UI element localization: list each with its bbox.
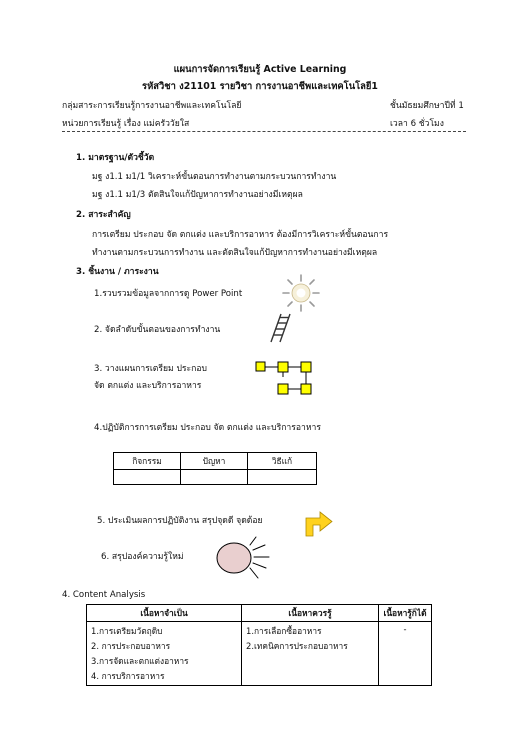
activity-table (113, 452, 317, 485)
section-key-concept-heading: 2. สาระสำคัญ (76, 210, 131, 220)
table-row (114, 453, 317, 470)
table-row (114, 470, 317, 485)
list-item: 2. การประกอบอาหาร (91, 641, 171, 651)
flowchart-icon (255, 361, 317, 397)
list-item: 2.เทคนิคการประกอบอาหาร (246, 641, 348, 651)
table-cell (180, 470, 247, 485)
section-standards-heading: 1. มาตรฐาน/ตัวชี้วัด (76, 153, 155, 163)
standard-item: มฐ ง1.1 ม1/1 วิเคราะห์ขั้นตอนการทำงานตามกระบวนการทำงาน (92, 172, 337, 182)
ladder-icon (267, 313, 295, 343)
time-allotment: เวลา 6 ชั่วโมง (390, 119, 444, 129)
document-title: แผนการจัดการเรียนรู้ Active Learning (173, 64, 347, 75)
table-header-cell: เนื้อหารู้ก็ได้ (379, 605, 432, 622)
table-header-cell: เนื้อหาควรรู้ (242, 605, 379, 622)
list-item: 1.การเตรียมวัตถุดิบ (91, 626, 163, 636)
table-cell (114, 470, 181, 485)
table-header-cell: กิจกรรม (114, 453, 181, 470)
key-concept-line: ทำงานตามกระบวนการทำงาน และตัดสินใจแก้ปัญหาการทำงานอย่างมีเหตุผล (92, 248, 378, 258)
task-5: 5. ประเมินผลการปฏิบัติงาน สรุปจุดดี จุดด้อย (97, 516, 263, 526)
optional-content-cell: - (379, 622, 432, 686)
key-concept-line: การเตรียม ประกอบ จัด ตกแต่ง และบริการอาหาร ต้องมีการวิเคราะห์ขั้นตอนการ (92, 230, 389, 240)
table-header-cell: เนื้อหาจำเป็น (87, 605, 242, 622)
turn-arrow-icon (302, 506, 334, 538)
header-divider (62, 131, 466, 132)
task-1: 1.รวบรวมข้อมูลจากการดู Power Point (94, 289, 243, 299)
task-2: 2. จัดลำดับขั้นตอนของการทำงาน (94, 325, 221, 335)
document-subtitle: รหัสวิชา ง21101 รายวิชา การงานอาชีพและเทคโนโลยี1 (142, 81, 378, 92)
table-row (87, 605, 432, 622)
subject-group: กลุ่มสาระการเรียนรู้การงานอาชีพและเทคโนโลยี (62, 101, 242, 111)
task-3-line1: 3. วางแผนการเตรียม ประกอบ (94, 364, 207, 374)
essential-content-cell (87, 622, 242, 686)
table-cell (247, 470, 316, 485)
task-6: 6. สรุปองค์ความรู้ใหม่ (101, 552, 184, 562)
table-header-cell: วิธีแก้ (247, 453, 316, 470)
task-4: 4.ปฏิบัติการการเตรียม ประกอบ จัด ตกแต่ง และบริการอาหาร (94, 423, 321, 433)
grade-level: ชั้นมัธยมศึกษาปีที่ 1 (390, 101, 464, 111)
table-header-cell: ปัญหา (180, 453, 247, 470)
should-know-content-cell (242, 622, 379, 686)
list-item: 1.การเลือกซื้ออาหาร (246, 626, 322, 636)
list-item: 3.การจัดและตกแต่งอาหาร (91, 656, 189, 666)
content-analysis-heading: 4. Content Analysis (62, 590, 146, 600)
table-row (87, 622, 432, 686)
task-3-line2: จัด ตกแต่ง และบริการอาหาร (94, 381, 202, 391)
list-item: 4. การบริการอาหาร (91, 671, 165, 681)
learning-unit: หน่วยการเรียนรู้ เรื่อง แม่ครัววัยใส (62, 119, 190, 129)
content-analysis-table (86, 604, 432, 686)
section-tasks-heading: 3. ชิ้นงาน / ภาระงาน (76, 267, 159, 277)
standard-item: มฐ ง1.1 ม1/3 ตัดสินใจแก้ปัญหาการทำงานอย่างมีเหตุผล (92, 190, 303, 200)
sun-icon (281, 273, 321, 313)
idea-burst-icon (214, 535, 272, 581)
